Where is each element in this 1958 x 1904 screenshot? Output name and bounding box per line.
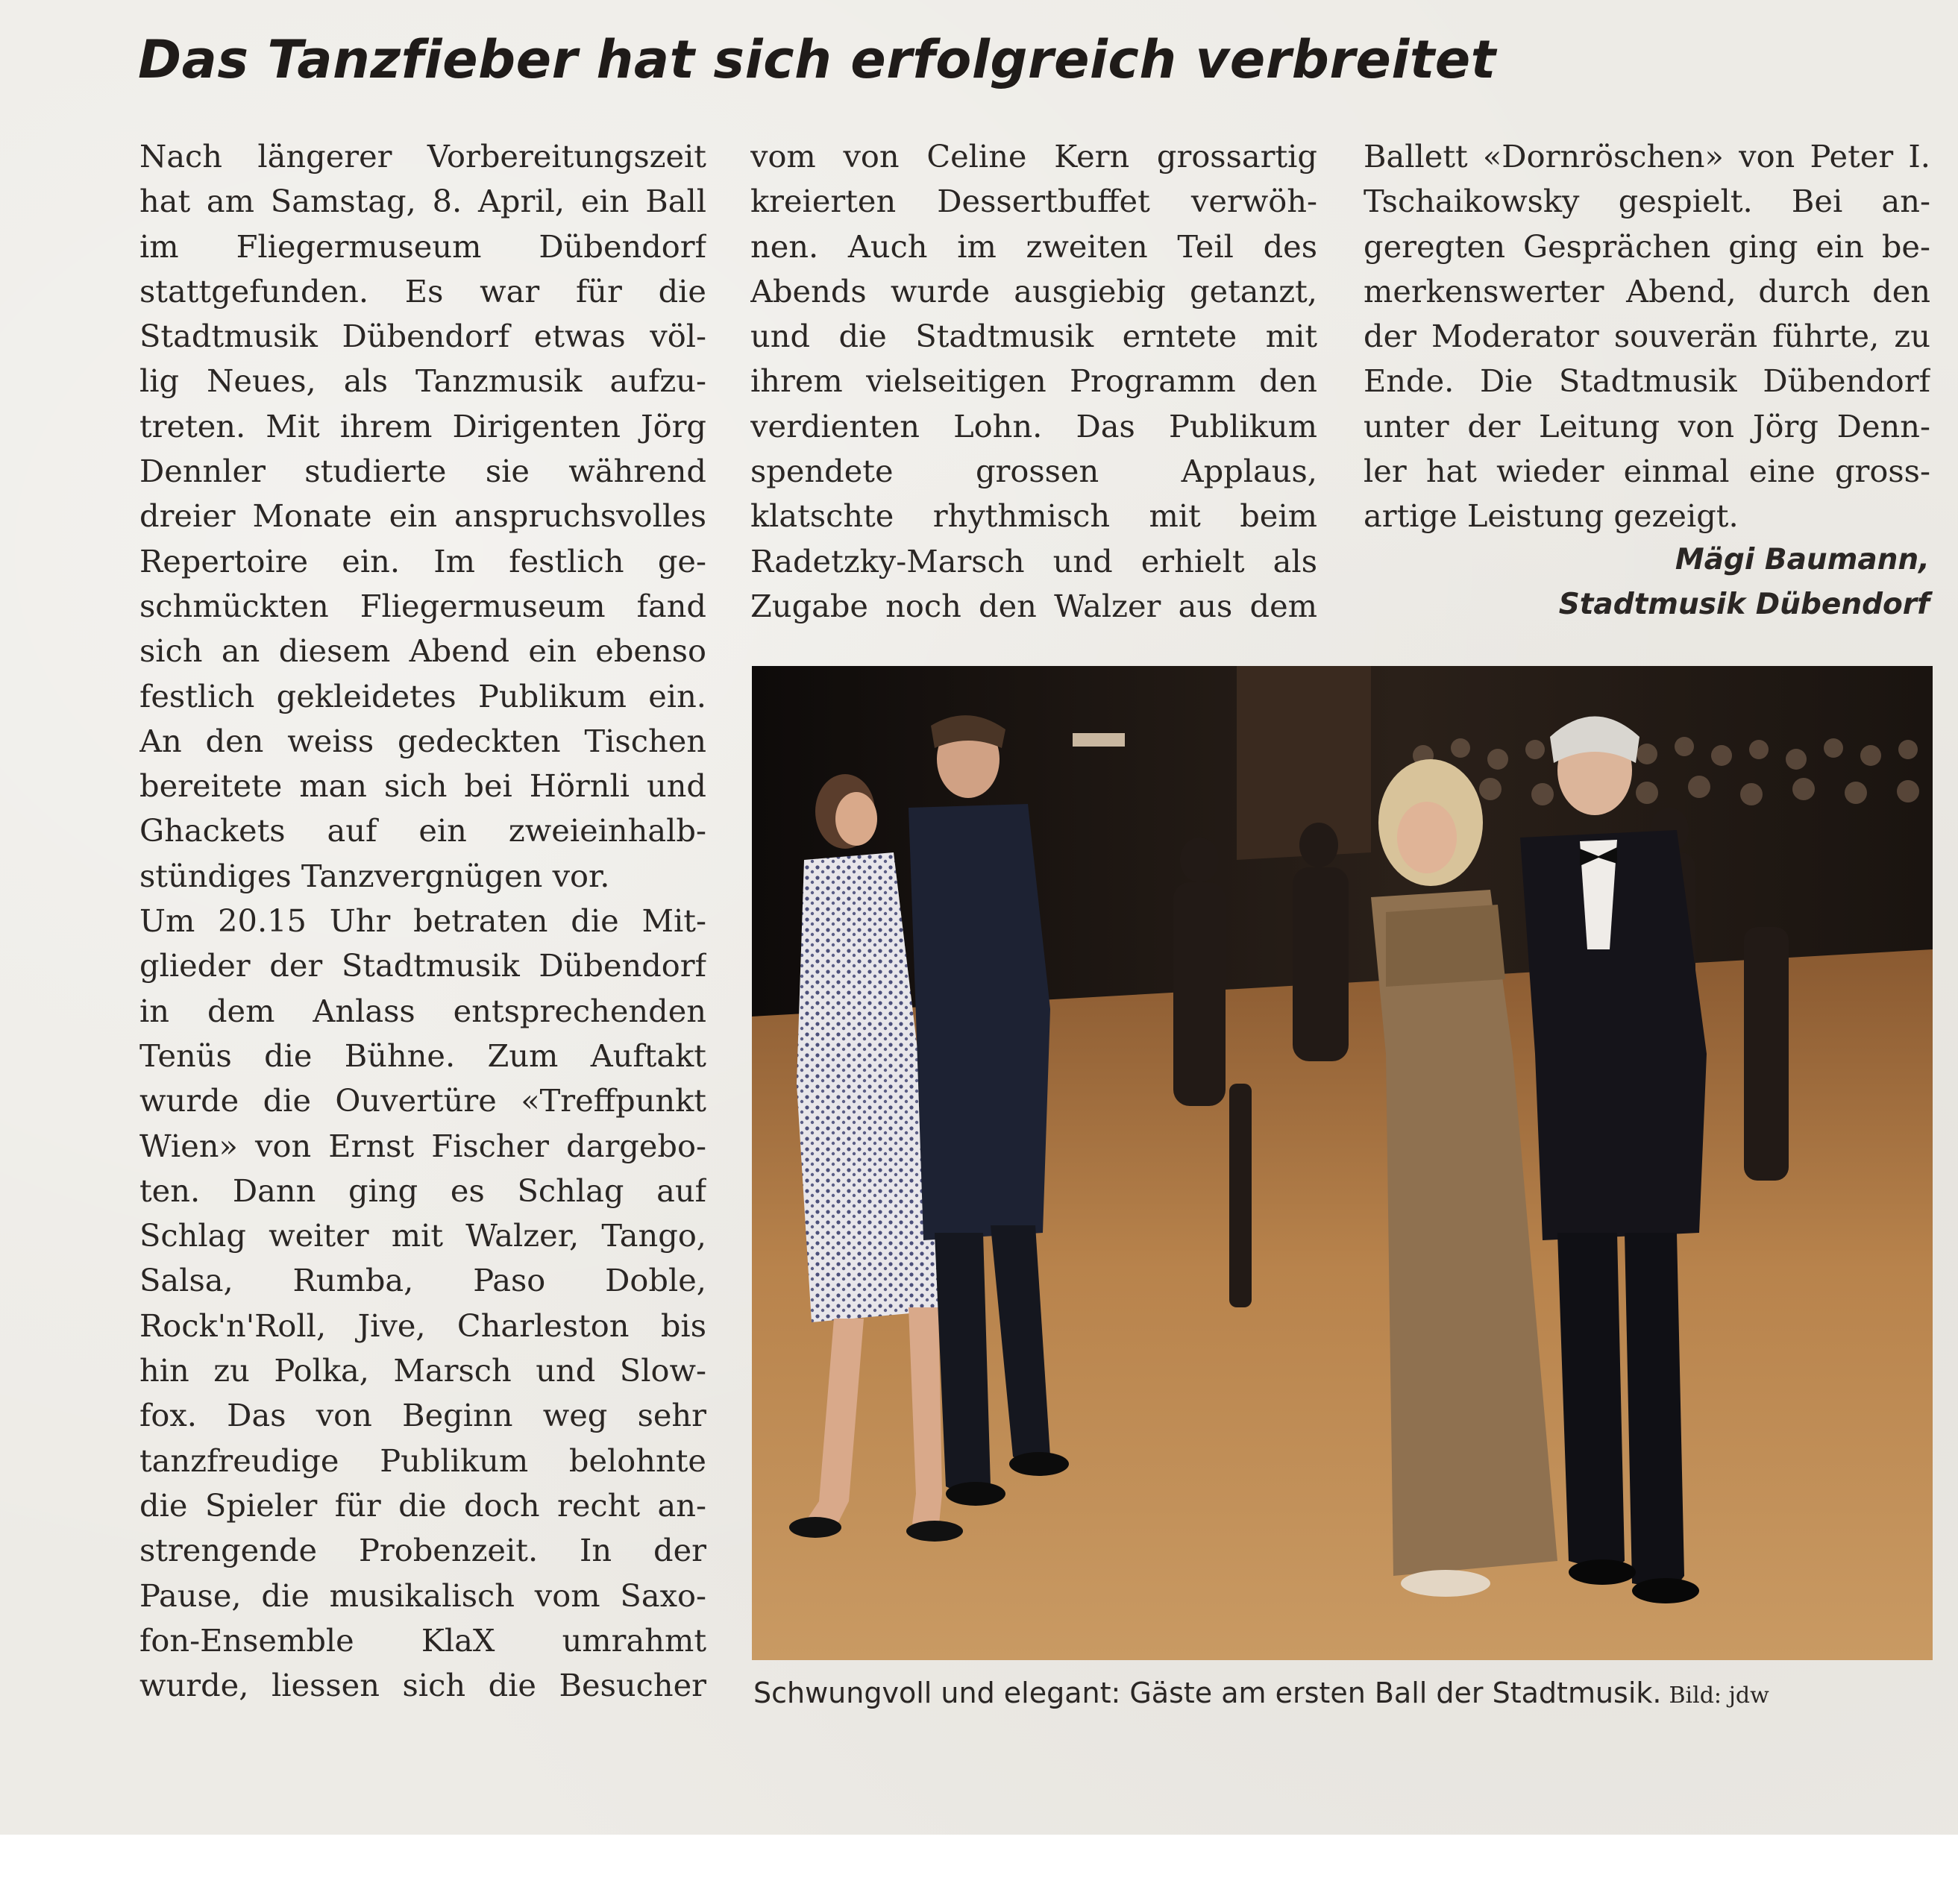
article-line: schmückten Fliegermuseum fand <box>139 587 706 624</box>
article-line: lig Neues, als Tanzmusik aufzu- <box>139 362 706 400</box>
article-line: Repertoire ein. Im festlich ge- <box>139 542 706 579</box>
article-line: Ghackets auf ein zweieinhalb- <box>139 812 706 849</box>
article-line: nen. Auch im zweiten Teil des <box>750 227 1317 265</box>
article-line: Pause, die musikalisch vom Saxo- <box>139 1577 706 1614</box>
article-line: klatschte rhythmisch mit beim <box>750 497 1317 535</box>
article-line: merkenswerter Abend, durch den <box>1364 272 1930 310</box>
article-line: fon-Ensemble KlaX umrahmt <box>139 1621 706 1659</box>
article-line: ihrem vielseitigen Programm den <box>750 362 1317 400</box>
article-line: vom von Celine Kern grossartig <box>750 138 1317 175</box>
article-column-2 <box>750 134 1317 629</box>
author-name: Mägi Baumann, <box>1675 543 1930 576</box>
article-line: Salsa, Rumba, Paso Doble, <box>139 1262 706 1299</box>
article-line: tanzfreudige Publikum belohnte <box>139 1442 706 1479</box>
article-line: Nach längerer Vorbereitungszeit <box>139 138 706 175</box>
article-line: der Moderator souverän führte, zu <box>1364 318 1930 355</box>
caption-text: Schwungvoll und elegant: Gäste am ersten Ball der Stadtmusik. <box>753 1677 1662 1709</box>
article-line: Rock'n'Roll, Jive, Charleston bis <box>139 1307 706 1344</box>
article-line: sich an diesem Abend ein ebenso <box>139 632 706 670</box>
article-line: die Spieler für die doch recht an- <box>139 1486 706 1524</box>
article-line: Abends wurde ausgiebig getanzt, <box>750 272 1317 310</box>
article-line: kreierten Dessertbuffet verwöh- <box>750 183 1317 220</box>
article-line: fox. Das von Beginn weg sehr <box>139 1397 706 1434</box>
article-byline <box>1559 538 1930 627</box>
article-headline: Das Tanzfieber hat sich erfolgreich verbreitet <box>138 29 1496 90</box>
article-line: Zugabe noch den Walzer aus dem <box>750 587 1317 624</box>
article-line: stattgefunden. Es war für die <box>139 272 706 310</box>
article-line: bereitete man sich bei Hörnli und <box>139 767 706 805</box>
article-line: Schlag weiter mit Walzer, Tango, <box>139 1217 706 1254</box>
article-line: dreier Monate ein anspruchsvolles <box>139 497 706 535</box>
article-line: unter der Leitung von Jörg Denn- <box>1364 407 1930 444</box>
article-line: Dennler studierte sie während <box>139 453 706 490</box>
article-line: im Fliegermuseum Dübendorf <box>139 227 706 265</box>
article-line: Tschaikowsky gespielt. Bei an- <box>1364 183 1930 220</box>
article-line: Radetzky-Marsch und erhielt als <box>750 542 1317 579</box>
article-line: stündiges Tanzvergnügen vor. <box>139 857 610 894</box>
photo-credit: Bild: jdw <box>1669 1683 1769 1709</box>
article-line: in dem Anlass entsprechenden <box>139 992 706 1029</box>
article-line: verdienten Lohn. Das Publikum <box>750 407 1317 444</box>
article-line: An den weiss gedeckten Tischen <box>139 722 706 759</box>
article-line: Wien» von Ernst Fischer dargebo- <box>139 1127 706 1164</box>
article-line: geregten Gesprächen ging ein be- <box>1364 227 1930 265</box>
article-line: Ende. Die Stadtmusik Dübendorf <box>1364 362 1930 400</box>
article-line: Ballett «Dornröschen» von Peter I. <box>1364 138 1930 175</box>
article-line: strengende Probenzeit. In der <box>139 1532 706 1569</box>
article-line: ten. Dann ging es Schlag auf <box>139 1172 706 1209</box>
dancing-couples-illustration <box>752 666 1933 1660</box>
article-line: festlich gekleidetes Publikum ein. <box>139 677 706 714</box>
article-line: und die Stadtmusik erntete mit <box>750 318 1317 355</box>
article-line: hin zu Polka, Marsch und Slow- <box>139 1352 706 1389</box>
article-line: treten. Mit ihrem Dirigenten Jörg <box>139 407 706 444</box>
article-line: glieder der Stadtmusik Dübendorf <box>139 947 706 984</box>
photo-caption <box>753 1671 1769 1718</box>
article-line: ler hat wieder einmal eine gross- <box>1364 453 1930 490</box>
article-line: hat am Samstag, 8. April, ein Ball <box>139 183 706 220</box>
article-line: artige Leistung gezeigt. <box>1364 497 1739 535</box>
article-line: Um 20.15 Uhr betraten die Mit- <box>139 902 706 940</box>
article-line: spendete grossen Applaus, <box>750 453 1317 490</box>
article-photo <box>752 666 1933 1660</box>
article-line: wurde die Ouvertüre «Treffpunkt <box>139 1082 706 1119</box>
couple-left <box>789 715 1069 1542</box>
article-line: Stadtmusik Dübendorf etwas völ- <box>139 318 706 355</box>
author-organization: Stadtmusik Dübendorf <box>1558 588 1930 621</box>
article-column-3 <box>1364 134 1930 539</box>
article-line: wurde, liessen sich die Besucher <box>139 1667 706 1704</box>
article-column-1 <box>139 134 706 1708</box>
article-line: Tenüs die Bühne. Zum Auftakt <box>139 1037 706 1074</box>
